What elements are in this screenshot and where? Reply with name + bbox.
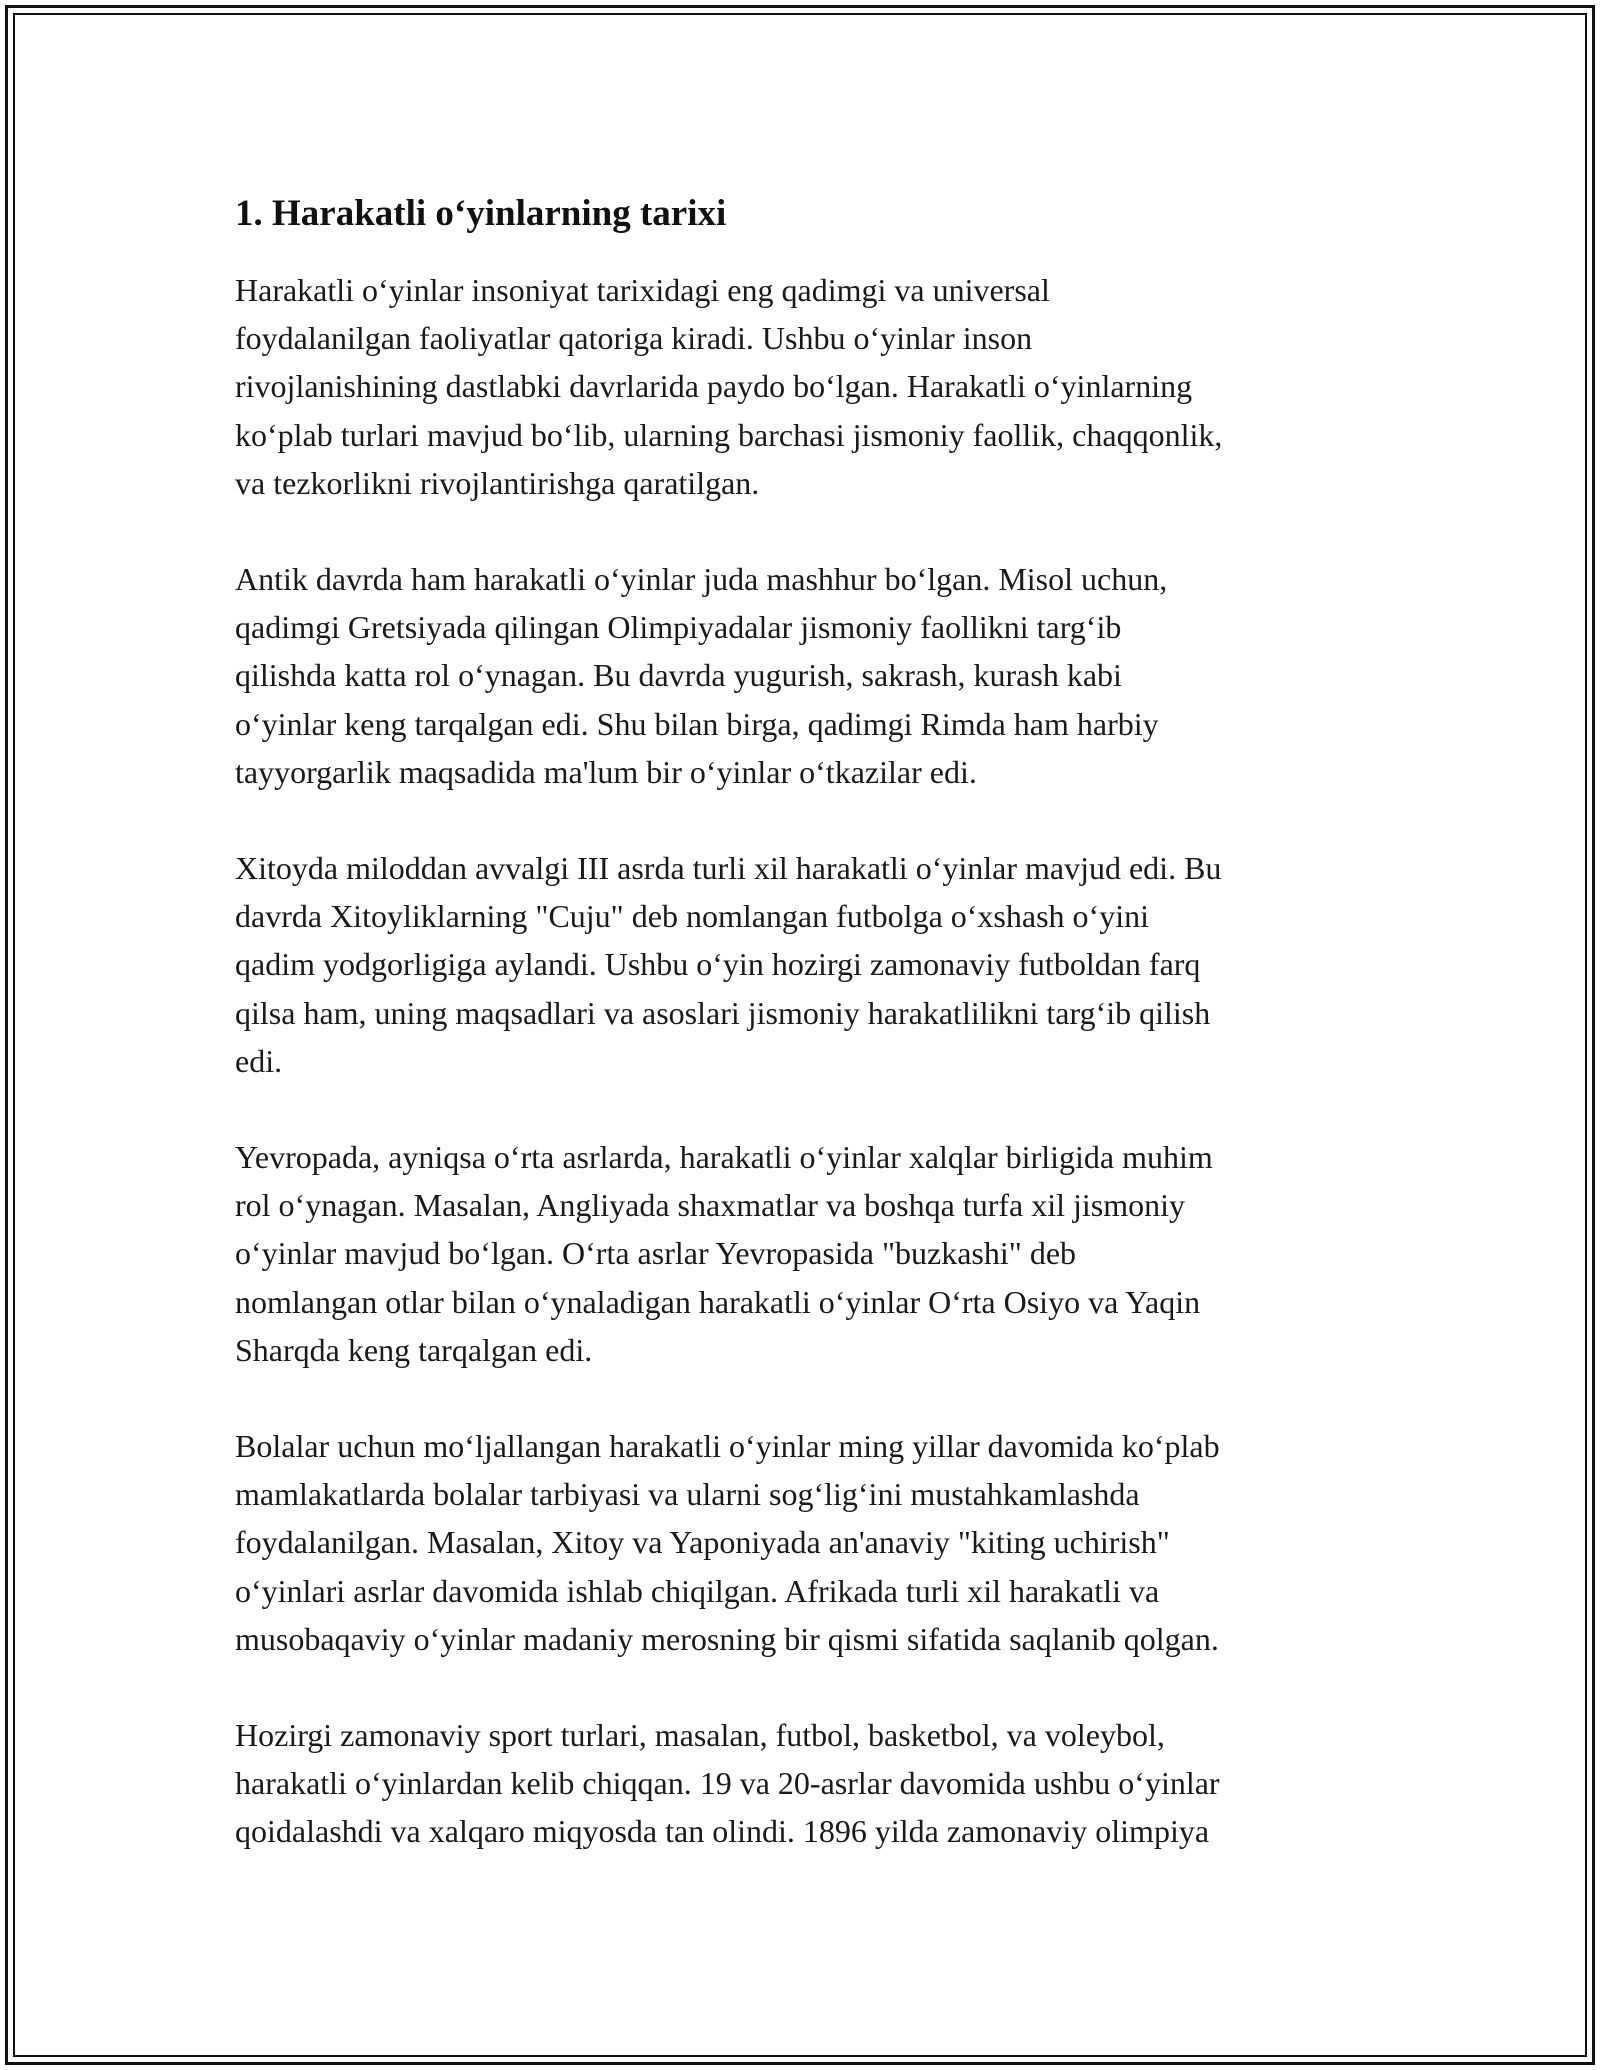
paragraph-4: Yevropada, ayniqsa o‘rta asrlarda, harakatli o‘yinlar xalqlar birligida muhim rol o‘ynagan. Masalan, Angliyada shaxmatlar va boshqa turfa xil jismoniy o‘yinlar mavjud bo‘lgan. O‘rta asrlar Yevropasida "buzkashi" deb nomlangan otlar bilan o‘ynaladigan harakatli o‘yinlar O‘rta Osiyo va Yaqin Sharqda keng tarqalgan edi. <box>235 1139 1213 1368</box>
paragraph-2: Antik davrda ham harakatli o‘yinlar juda mashhur bo‘lgan. Misol uchun, qadimgi Gretsiyada qilingan Olimpiyadalar jismoniy faollikni targ‘ib qilishda katta rol o‘ynagan. Bu davrda yugurish, sakrash, kurash kabi o‘yinlar keng tarqalgan edi. Shu bilan birga, qadimgi Rimda ham harbiy tayyorgarlik maqsadida ma'lum bir o‘yinlar o‘tkazilar edi. <box>235 561 1168 790</box>
paragraph-6: Hozirgi zamonaviy sport turlari, masalan, futbol, basketbol, va voleybol, harakatli o‘yinlardan kelib chiqqan. 19 va 20-asrlar davomida ushbu o‘yinlar qoidalashdi va xalqaro miqyosda tan olindi. 1896 yilda zamonaviy olimpiya <box>235 1717 1220 1850</box>
paragraph-1: Harakatli o‘yinlar insoniyat tarixidagi eng qadimgi va universal foydalanilgan faoliyatlar qatoriga kiradi. Ushbu o‘yinlar inson rivojlanishining dastlabki davrlarida paydo bo‘lgan. Harakatli o‘yinlarning ko‘plab turlari mavjud bo‘lib, ularning barchasi jismoniy faollik, chaqqonlik, va tezkorlikni rivojlantirishga qaratilgan. <box>235 272 1223 501</box>
section-heading: 1. Harakatli o‘yinlarning tarixi <box>235 193 727 234</box>
document-body <box>235 186 1383 1904</box>
paragraph-5: Bolalar uchun mo‘ljallangan harakatli o‘yinlar ming yillar davomida ko‘plab mamlakatlarda bolalar tarbiyasi va ularni sog‘lig‘ini mustahkamlashda foydalanilgan. Masalan, Xitoy va Yaponiyada an'anaviy "kiting uchirish" o‘yinlari asrlar davomida ishlab chiqilgan. Afrikada turli xil harakatli va musobaqaviy o‘yinlar madaniy merosning bir qismi sifatida saqlanib qolgan. <box>235 1428 1220 1657</box>
paragraph-3: Xitoyda miloddan avvalgi III asrda turli xil harakatli o‘yinlar mavjud edi. Bu davrda Xitoyliklarning "Cuju" deb nomlangan futbolga o‘xshash o‘yini qadim yodgorligiga aylandi. Ushbu o‘yin hozirgi zamonaviy futboldan farq qilsa ham, uning maqsadlari va asoslari jismoniy harakatlilikni targ‘ib qilish edi. <box>235 850 1222 1079</box>
